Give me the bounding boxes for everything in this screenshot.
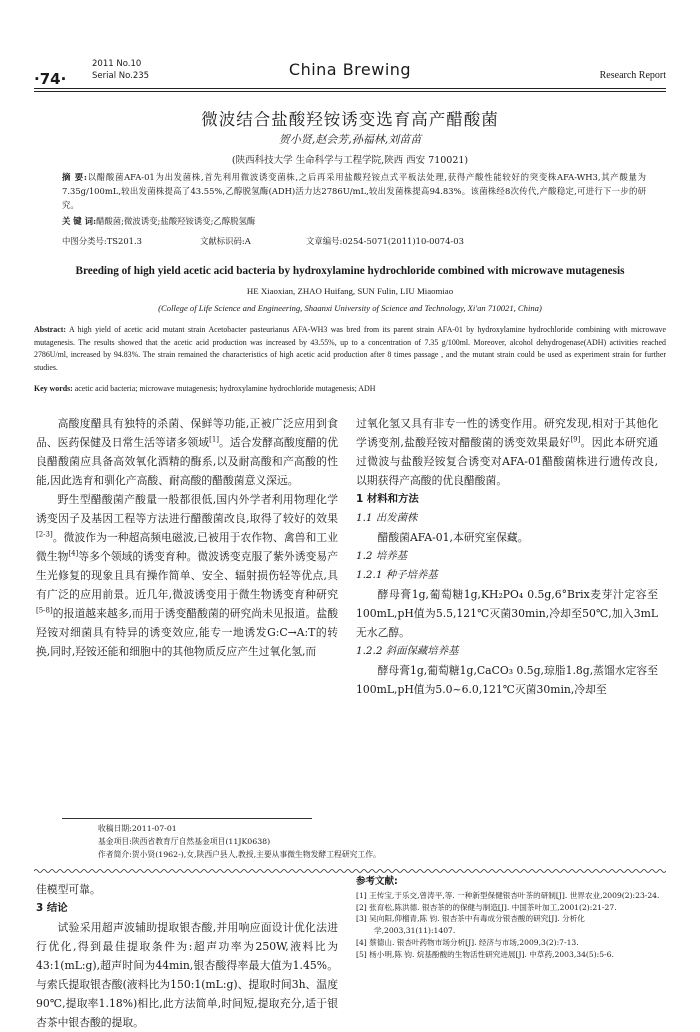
intro-paragraph-2: 野生型醋酸菌产酸量一般都很低,国内外学者利用物理化学诱变因子及基因工程等方法进行醋酸菌改良,取得了较好的效果[2-3]。微波作为一种超高频电磁波,已被用于农作物、禽兽和工业微生物[4]等多个领域的诱变育种。微波诱变克服了紫外诱变易产生光修复的现象且具有操作简单、安全、辐射损伤轻等优点,具有广泛的应用前景。近几年,微波诱变用于微生物诱变育种研究[5-8]的报道越来越多,而用于诱变醋酸菌的研究尚未见报道。盐酸羟铵对细菌具有特异的诱变效应,能专一地诱发G:C→A:T的转换,同时,羟铵还能和细胞中的其他物质反应产生过氧化氢,而 [36,493,338,658]
fund-info: 基金项目:陕西省教育厅自然基金项目(11JK0638) [98,837,271,846]
reference-item: [1] 王传宝,于乐交,曾涛平,等. 一种新型保健银杏叶茶的研制[J]. 世界农业,2009(2):23-24. [356,890,660,900]
clc-number: 中图分类号:TS201.3 [62,236,142,246]
section-heading-materials: 1 材料和方法 [356,493,419,505]
reference-item: [2] 张育松,陈洪德. 银杏茶的的保健与制造[J]. 中国茶叶加工,2001(2):21-27. [356,902,617,912]
keywords-en-text: acetic acid bacteria; microwave mutagenesis; hydroxylamine hydrochloride mutagenesis; ADH [74,384,376,393]
strain-text: 醋酸菌AFA-01,本研究室保藏。 [377,531,529,544]
footnote-rule [62,818,312,819]
serial-number: Serial No.235 [92,71,150,81]
abstract-cn [62,170,646,212]
keywords-cn-text: 醋酸菌;微波诱变;盐酸羟铵诱变;乙醇脱氢酶 [96,216,256,226]
references-heading: 参考文献: [356,876,398,887]
body-left-column [36,414,338,661]
previous-article-conclusion [36,880,338,1032]
abstract-en-label: Abstract: [34,325,66,334]
previous-article-tail: 佳模型可靠。 [36,883,101,896]
author-bio: 作者简介:贺小贤(1962-),女,陕西户县人,教授,主要从事微生物发酵工程研究工作。 [98,850,381,859]
keywords-cn [62,214,646,228]
received-date: 收稿日期:2011-07-01 [98,824,177,833]
keywords-en [34,384,666,393]
slant-medium-text: 酵母膏1g,葡萄糖1g,CaCO₃ 0.5g,琼脂1.8g,蒸馏水定容至100mL,pH值为5.0~6.0,121℃灭菌30min,冷却至 [356,664,658,696]
subsection-heading-slant-medium: 1.2.2 斜面保藏培养基 [356,645,459,657]
abstract-cn-label: 摘 要: [62,172,87,182]
authors-en: HE Xiaoxian, ZHAO Huifang, SUN Fulin, LIU Miaomiao [246,286,454,296]
abstract-en [34,324,666,374]
reference-item: [5] 杨小明,陈 钧. 烷基酚酸的生物活性研究进展[J]. 中草药,2003,34(5):5-6. [356,949,614,959]
conclusion-heading: 3 结论 [36,902,68,914]
subsection-heading-media: 1.2 培养基 [356,550,407,562]
keywords-en-label: Key words: [34,384,73,393]
conclusion-text: 试验采用超声波辅助提取银杏酸,并用响应面设计优化法进行优化,得到最佳提取条件为:超声功率为250W,液料比为43:1(mL:g),超声时间为44min,银杏酸得率最大值为1.45%。与索氏提取银杏酸(液料比为150:1(mL:g)、提取时间3h、温度90℃,提取率1.18%)相比,此方法简单,时间短,提取充分,适于银杏茶中银杏酸的提取。 [36,921,338,1029]
authors-cn: 贺小贤,赵会芳,孙福林,刘苗苗 [278,133,422,146]
affiliation-en: (College of Life Science and Engineering, Shaanxi University of Science and Technology, Xi'an 710021, China) [158,303,542,313]
journal-name: China Brewing [288,60,412,79]
year-volume: 2011 No.10 [92,59,142,69]
page-number: ·74· [34,70,67,88]
abstract-en-text: A high yield of acetic acid mutant strain Acetobacter pasteurianus AFA-WH3 was bred from its parent strain AFA-01 by hydroxylamine hydrochloride combining with microwave mutagenesis. The results showed that the acetic acid production was increased by 43.55%, up to a concentration of 7.35 g/100ml. Moreover, alcohol dehydrogenase(ADH) activities reached 2786U/ml, increased by 94.83%. The strain remained the characteristics of high acetic acid production after 8 times passage , and the mutant strain could be used as experiment strain for further studies. [34,325,666,372]
references [356,876,666,961]
section-name: Research Report [599,70,666,81]
document-code: 文献标识码:A [200,236,251,246]
header-rule [34,88,666,89]
intro-paragraph-1: 高酸度醋具有独特的杀菌、保鲜等功能,正被广泛应用到食品、医药保健及日常生活等诸多领域[1]。适合发酵高酸度醋的优良醋酸菌应具备高效氧化酒精的酶系,以及耐高酸和产高酸的性能,因此选育和驯化产高酸、耐高酸的醋酸菌意义深远。 [36,417,339,487]
abstract-cn-text: 以醋酸菌AFA-01为出发菌株,首先利用微波诱变菌株,之后再采用盐酸羟铵点式平板法处理,获得产酸性能较好的突变株AFA-WH3,其产酸量为7.35g/100mL,较出发菌株提高了43.55%,乙醇脱氢酶(ADH)活力达2786U/mL,较出发菌株提高94.83%。该菌株经8次传代,产酸稳定,可进行下一步的研究。 [62,172,646,210]
reference-item: [3] 吴向阳,仰榴青,陈 钧. 银杏茶中有毒成分银杏酸的研究[J]. 分析化学,2003,31(11):1407. [356,914,585,936]
paper-title-en: Breeding of high yield acetic acid bacteria by hydroxylamine hydrochloride combined with microwave mutagenesis [75,265,625,277]
subsection-heading-strain: 1.1 出发菌株 [356,512,418,524]
keywords-cn-label: 关 键 词: [62,216,97,226]
paper-title-cn: 微波结合盐酸羟铵诱变选育高产醋酸菌 [201,110,499,129]
body-right-column [356,414,658,699]
header-rule-thin [34,91,666,92]
wavy-divider [34,868,666,874]
footnotes [98,822,381,861]
reference-item: [4] 蔡德山. 银杏叶药物市场分析[J]. 经济与市场,2009,3(2):7-13. [356,937,579,947]
seed-medium-text: 酵母膏1g,葡萄糖1g,KH₂PO₄ 0.5g,6°Brix麦芽汁定容至100mL,pH值为5.5,121℃灭菌30min,冷却至50℃,加入3mL无水乙醇。 [356,588,658,639]
intro-paragraph-3: 过氧化氢又具有非专一性的诱变作用。研究发现,相对于其他化学诱变剂,盐酸羟铵对醋酸菌的诱变效果最好[9]。因此本研究通过微波与盐酸羟铵复合诱变对AFA-01醋酸菌株进行遗传改良,以期获得产高酸的优良醋酸菌。 [356,417,659,487]
article-number: 文章编号:0254-5071(2011)10-0074-03 [306,236,464,246]
subsection-heading-seed-medium: 1.2.1 种子培养基 [356,569,438,581]
affiliation-cn: (陕西科技大学 生命科学与工程学院,陕西 西安 710021) [231,155,469,166]
